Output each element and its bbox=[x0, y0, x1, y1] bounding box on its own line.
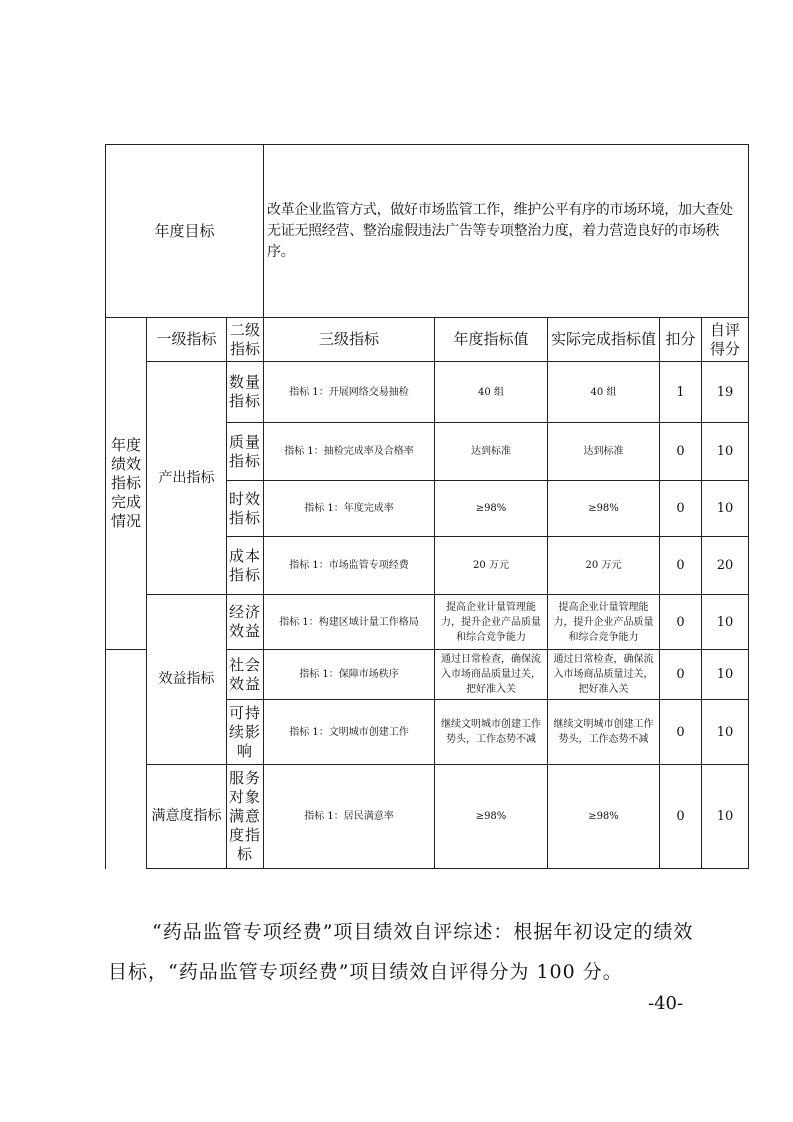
actual-cell: 达到标准 bbox=[548, 423, 660, 481]
deduct-cell: 1 bbox=[660, 362, 702, 423]
level3-cell: 指标 1：市场监管专项经费 bbox=[264, 537, 435, 595]
level2-cell: 社会效益 bbox=[227, 650, 264, 700]
goal-row bbox=[106, 145, 749, 318]
header-target: 年度指标值 bbox=[435, 318, 548, 362]
deduct-cell: 0 bbox=[660, 595, 702, 650]
performance-table bbox=[105, 144, 749, 869]
group-benefit: 效益指标 bbox=[147, 595, 227, 765]
actual-cell: 提高企业计量管理能力，提升企业产品质量和综合竞争能力 bbox=[548, 595, 660, 650]
group-satisfaction: 满意度指标 bbox=[147, 765, 227, 869]
header-deduct: 扣分 bbox=[660, 318, 702, 362]
deduct-cell: 0 bbox=[660, 481, 702, 537]
target-cell: ≥98% bbox=[435, 481, 548, 537]
empty-cell bbox=[106, 765, 147, 869]
level3-cell: 指标 1：文明城市创建工作 bbox=[264, 700, 435, 765]
score-cell: 10 bbox=[702, 650, 749, 700]
target-cell: 提高企业计量管理能力，提升企业产品质量和综合竞争能力 bbox=[435, 595, 548, 650]
score-cell: 10 bbox=[702, 595, 749, 650]
actual-cell: 继续文明城市创建工作势头，工作态势不减 bbox=[548, 700, 660, 765]
level2-cell: 成本指标 bbox=[227, 537, 264, 595]
target-cell: 40 组 bbox=[435, 362, 548, 423]
level2-cell: 经济效益 bbox=[227, 595, 264, 650]
deduct-cell: 0 bbox=[660, 537, 702, 595]
level2-cell: 时效指标 bbox=[227, 481, 264, 537]
score-cell: 10 bbox=[702, 423, 749, 481]
level2-cell: 数量指标 bbox=[227, 362, 264, 423]
level2-cell: 可持续影响 bbox=[227, 700, 264, 765]
score-cell: 10 bbox=[702, 700, 749, 765]
target-cell: 达到标准 bbox=[435, 423, 548, 481]
header-level2: 二级指标 bbox=[227, 318, 264, 362]
deduct-cell: 0 bbox=[660, 765, 702, 869]
score-cell: 10 bbox=[702, 765, 749, 869]
level3-cell: 指标 1：居民满意率 bbox=[264, 765, 435, 869]
summary-paragraph bbox=[108, 912, 708, 992]
empty-cell bbox=[106, 650, 147, 700]
level2-cell: 质量指标 bbox=[227, 423, 264, 481]
page-number: -40- bbox=[648, 993, 684, 1014]
score-cell: 10 bbox=[702, 481, 749, 537]
level2-cell: 服务对象满意度指标 bbox=[227, 765, 264, 869]
summary-text: “药品监管专项经费”项目绩效自评综述：根据年初设定的绩效目标，“药品监管专项经费”项目绩效自评得分为 100 分。 bbox=[108, 921, 694, 983]
deduct-cell: 0 bbox=[660, 650, 702, 700]
level3-cell: 指标 1：构建区域计量工作格局 bbox=[264, 595, 435, 650]
level3-cell: 指标 1：开展网络交易抽检 bbox=[264, 362, 435, 423]
actual-cell: 通过日常检查，确保流入市场商品质量过关，把好准入关 bbox=[548, 650, 660, 700]
target-cell: ≥98% bbox=[435, 765, 548, 869]
header-level1: 一级指标 bbox=[147, 318, 227, 362]
goal-text: 改革企业监管方式，做好市场监管工作，维护公平有序的市场环境，加大查处无证无照经营、整治虚假违法广告等专项整治力度，着力营造良好的市场秩序。 bbox=[264, 145, 749, 318]
target-cell: 继续文明城市创建工作势头，工作态势不减 bbox=[435, 700, 548, 765]
goal-label: 年度目标 bbox=[106, 145, 264, 318]
actual-cell: ≥98% bbox=[548, 481, 660, 537]
empty-cell bbox=[106, 700, 147, 765]
score-cell: 19 bbox=[702, 362, 749, 423]
level3-cell: 指标 1：抽检完成率及合格率 bbox=[264, 423, 435, 481]
deduct-cell: 0 bbox=[660, 423, 702, 481]
target-cell: 通过日常检查，确保流入市场商品质量过关，把好准入关 bbox=[435, 650, 548, 700]
actual-cell: 20 万元 bbox=[548, 537, 660, 595]
group-output: 产出指标 bbox=[147, 362, 227, 595]
target-cell: 20 万元 bbox=[435, 537, 548, 595]
score-cell: 20 bbox=[702, 537, 749, 595]
table-row bbox=[106, 362, 749, 423]
table-row bbox=[106, 595, 749, 650]
section-label: 年度绩效指标完成情况 bbox=[106, 318, 147, 650]
actual-cell: 40 组 bbox=[548, 362, 660, 423]
level3-cell: 指标 1：保障市场秩序 bbox=[264, 650, 435, 700]
header-actual: 实际完成指标值 bbox=[548, 318, 660, 362]
header-row bbox=[106, 318, 749, 362]
header-level3: 三级指标 bbox=[264, 318, 435, 362]
actual-cell: ≥98% bbox=[548, 765, 660, 869]
table-row bbox=[106, 765, 749, 869]
deduct-cell: 0 bbox=[660, 700, 702, 765]
performance-table-wrapper bbox=[105, 144, 748, 869]
level3-cell: 指标 1：年度完成率 bbox=[264, 481, 435, 537]
header-score: 自评得分 bbox=[702, 318, 749, 362]
